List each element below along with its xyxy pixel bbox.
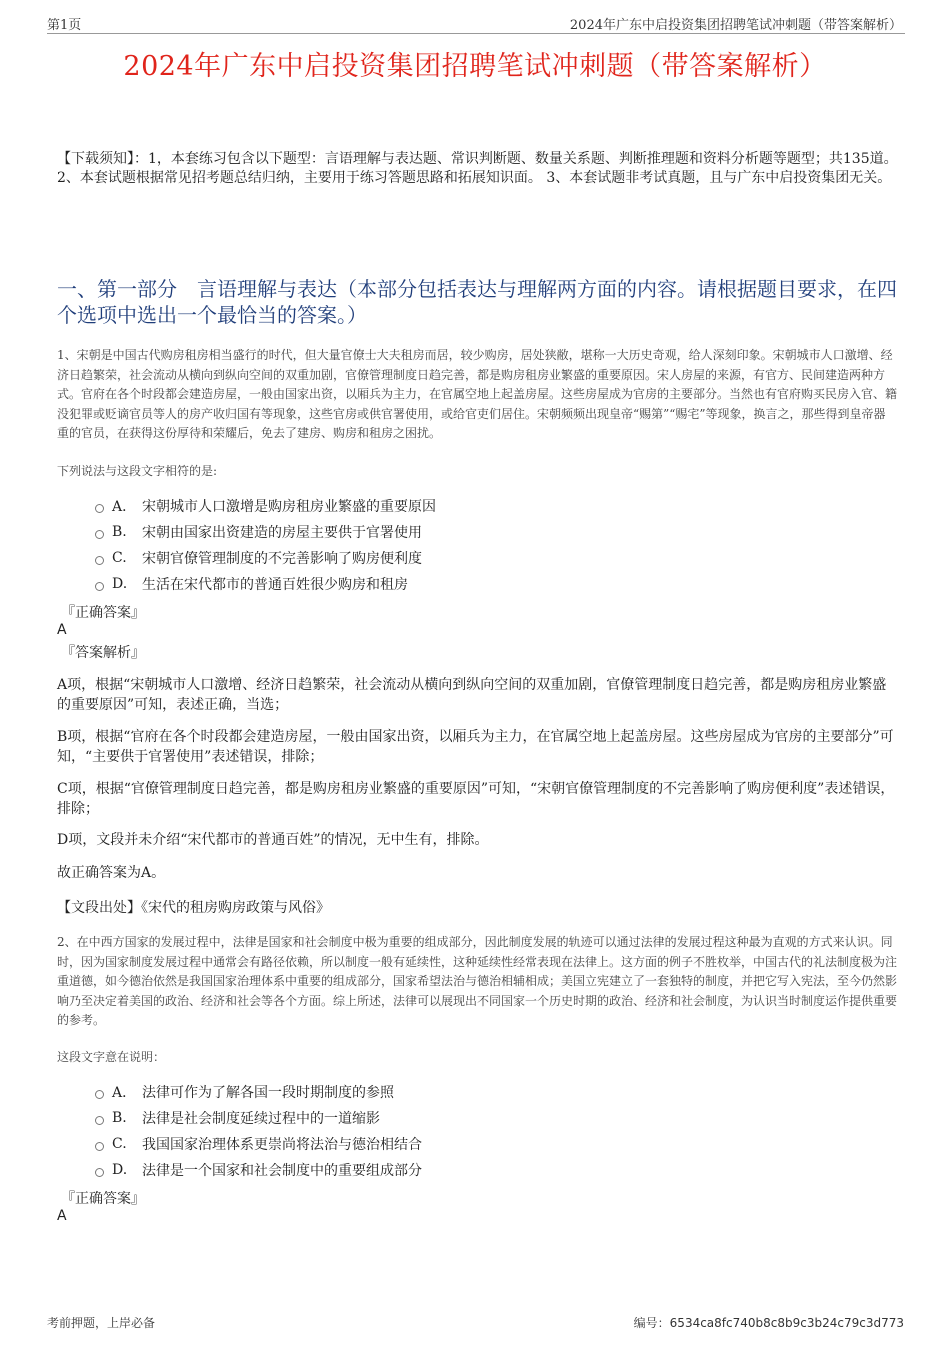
- option-letter: D.: [112, 1162, 128, 1178]
- radio-icon[interactable]: [95, 1142, 104, 1151]
- option-d[interactable]: [95, 574, 408, 594]
- radio-icon[interactable]: [95, 504, 104, 513]
- analysis-paragraph: C项，根据“官僚管理制度日趋完善，都是购房租房业繁盛的重要原因”可知，“宋朝官僚管理制度的不完善影响了购房便利度”表述错误，排除；: [57, 781, 895, 817]
- option-text: 宋朝由国家出资建造的房屋主要供于官署使用: [142, 525, 422, 541]
- radio-icon[interactable]: [95, 582, 104, 591]
- option-letter: B.: [112, 1110, 127, 1126]
- option-c[interactable]: [95, 548, 422, 568]
- option-d[interactable]: [95, 1160, 422, 1180]
- option-text: 法律是社会制度延续过程中的一道缩影: [142, 1111, 380, 1127]
- footer-slogan: 考前押题，上岸必备: [47, 1316, 156, 1330]
- option-letter: A．: [112, 499, 137, 515]
- radio-icon[interactable]: [95, 1168, 104, 1177]
- option-text: 宋朝城市人口激增是购房租房业繁盛的重要原因: [142, 499, 436, 515]
- option-text: 法律可作为了解各国一段时期制度的参照: [142, 1085, 394, 1101]
- download-notice: 【下载须知】：1，本套练习包含以下题型：言语理解与表达题、常识判断题、数量关系题、判断推理题和资料分析题等题型；共135道。 2、本套试题根据常见招考题总结归纳，主要用于练习答题思路和拓展知识面。 3、本套试题非考试真题，且与广东中启投资集团无关。: [57, 151, 898, 186]
- option-a[interactable]: [95, 496, 436, 516]
- option-b[interactable]: [95, 522, 422, 542]
- passage-source: 【文段出处】《宋代的租房购房政策与风俗》: [57, 900, 330, 916]
- analysis-paragraph: B项，根据“官府在各个时段都会建造房屋，一般由国家出资，以厢兵为主力，在官属空地上起盖房屋。这些房屋成为官房的主要部分”可知，“主要供于官署使用”表述错误，排除；: [57, 729, 894, 765]
- footer-code-label: 编号：: [633, 1316, 670, 1330]
- option-c[interactable]: [95, 1134, 422, 1154]
- footer-code: [634, 1314, 904, 1331]
- answer-label: 『正确答案』: [61, 605, 145, 621]
- option-a[interactable]: [95, 1082, 394, 1102]
- option-letter: C.: [112, 550, 127, 566]
- option-b[interactable]: [95, 1108, 380, 1128]
- radio-icon[interactable]: [95, 530, 104, 539]
- radio-icon[interactable]: [95, 1116, 104, 1125]
- question-1-passage: 1、宋朝是中国古代购房租房相当盛行的时代，但大量官僚士大夫租房而居，较少购房，居处狭敝，堪称一大历史奇观，给人深刻印象。宋朝城市人口激增、经济日趋繁荣，社会流动从横向到纵向空间的双重加剧，官僚管理制度日趋完善，都是购房租房业繁盛的重要原因。宋人房屋的来源，有官方、民间建造两种方式。官府在各个时段都会建造房屋，一般由国家出资，以厢兵为主力，在官属空地上起盖房屋。这些房屋成为官房的主要部分。当然也有官府购买民房入官、籍没犯罪或贬谪官员等人的房产收归国有等现象，这些官房或供官署使用，或给官吏们居住。宋朝频频出现皇帝“赐第”“赐宅”等现象，换言之，那些得到皇帝器重的官员，在获得这份厚待和荣耀后，免去了建房、购房和租房之困扰。: [57, 348, 898, 440]
- page-number: 第1页: [47, 18, 82, 33]
- option-letter: C.: [112, 1136, 127, 1152]
- section-heading: 一、第一部分 言语理解与表达（本部分包括表达与理解两方面的内容。请根据题目要求，在四个选项中选出一个最恰当的答案。）: [57, 277, 897, 327]
- option-letter: B.: [112, 524, 127, 540]
- option-letter: A．: [112, 1085, 137, 1101]
- answer-label: 『正确答案』: [61, 1191, 145, 1207]
- question-2-passage: 2、在中西方国家的发展过程中，法律是国家和社会制度中极为重要的组成部分，因此制度发展的轨迹可以通过法律的发展过程这种最为直观的方式来认识。同时，因为国家制度发展过程中通常会有路径依赖，所以制度一般有延续性，这种延续性经常表现在法律上。这方面的例子不胜枚举，中国古代的礼法制度极为注重道德，如今德治依然是我国国家治理体系中重要的组成部分，国家希望法治与德治相辅相成；美国立宪建立了一套独特的制度，并把它写入宪法，至今仍然影响乃至决定着美国的政治、经济和社会等各个方面。综上所述，法律可以展现出不同国家一个历史时期的政治、经济和社会制度，为认识当时制度运作提供重要的参考。: [57, 935, 898, 1027]
- footer-code-value: 6534ca8fc740b8c8b9c3b24c79c3d773: [669, 1316, 904, 1330]
- question-1-prompt: 下列说法与这段文字相符的是:: [57, 464, 218, 478]
- analysis-label: 『答案解析』: [61, 645, 145, 661]
- analysis-conclusion: 故正确答案为A。: [57, 865, 166, 881]
- option-text: 我国国家治理体系更崇尚将法治与德治相结合: [142, 1137, 422, 1153]
- answer-value: A: [57, 622, 67, 638]
- header-divider: [47, 33, 905, 34]
- header-doc-title: 2024年广东中启投资集团招聘笔试冲刺题（带答案解析）: [569, 18, 902, 33]
- question-2-prompt: 这段文字意在说明：: [57, 1050, 166, 1064]
- analysis-paragraph: D项，文段并未介绍“宋代都市的普通百姓”的情况，无中生有，排除。: [57, 832, 489, 848]
- radio-icon[interactable]: [95, 556, 104, 565]
- radio-icon[interactable]: [95, 1090, 104, 1099]
- analysis-paragraph: A项，根据“宋朝城市人口激增、经济日趋繁荣，社会流动从横向到纵向空间的双重加剧，官僚管理制度日趋完善，都是购房租房业繁盛的重要原因”可知，表述正确，当选；: [57, 677, 887, 713]
- option-text: 法律是一个国家和社会制度中的重要组成部分: [142, 1163, 422, 1179]
- option-text: 生活在宋代都市的普通百姓很少购房和租房: [142, 577, 408, 593]
- answer-value: A: [57, 1208, 67, 1224]
- option-text: 宋朝官僚管理制度的不完善影响了购房便利度: [142, 551, 422, 567]
- option-letter: D.: [112, 576, 128, 592]
- document-title: 2024年广东中启投资集团招聘笔试冲刺题（带答案解析）: [123, 51, 827, 82]
